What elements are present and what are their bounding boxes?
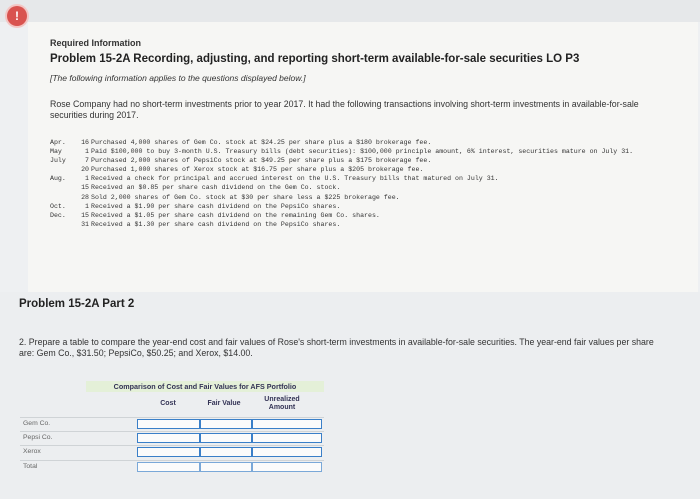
- transaction-item: [50, 220, 670, 229]
- transaction-item: [50, 138, 670, 147]
- column-header-cost: Cost: [160, 400, 176, 408]
- transaction-text: Received a $1.05 per share cash dividend on the remaining Gem Co. shares.: [91, 211, 380, 219]
- info-note: [The following information applies to the questions displayed below.]: [50, 73, 306, 83]
- transaction-text: Received a check for principal and accrued interest on the U.S. Treasury bills that matured on July 31.: [91, 175, 499, 183]
- part-title: Problem 15-2A Part 2: [19, 298, 135, 310]
- transaction-text: Purchased 4,000 shares of Gem Co. stock at $24.25 per share plus a $180 brokerage fee.: [91, 139, 432, 146]
- intro-text: Rose Company had no short-term investments prior to year 2017. It had the following transactions involving short-term investments in available-for-sale securities during 2017.: [50, 99, 639, 120]
- transaction-item: [50, 202, 670, 211]
- transaction-day: 20: [81, 166, 89, 174]
- transaction-day: 16: [81, 139, 89, 146]
- transaction-item: [50, 211, 670, 220]
- transaction-item: [50, 174, 670, 183]
- transaction-month: Oct.: [50, 202, 66, 210]
- transaction-day: 1: [85, 202, 89, 210]
- top-bar: [0, 0, 700, 22]
- pepsico-fair-value-input[interactable]: [200, 433, 252, 443]
- transaction-month: Dec.: [50, 211, 66, 219]
- transaction-text: Paid $100,000 to buy 3-month U.S. Treasury bills (debt securities): $100,000 principle amount, 6% interest, securities mature on July 31.: [91, 148, 634, 156]
- transaction-text: Purchased 2,000 shares of PepsiCo stock at $49.25 per share plus a $175 brokerage fee.: [91, 157, 432, 165]
- transaction-item: [50, 156, 670, 165]
- table-title: Comparison of Cost and Fair Values for AFS Portfolio: [86, 381, 324, 392]
- transaction-item: [50, 165, 670, 174]
- transaction-day: 7: [85, 157, 89, 165]
- gem-fair-value-input[interactable]: [200, 419, 252, 429]
- transaction-text: Received a $1.30 per share cash dividend on the PepsiCo shares.: [91, 220, 341, 228]
- column-header-fair-value: Fair Value: [207, 400, 241, 408]
- row-label-total: Total: [23, 463, 38, 470]
- transaction-month: [50, 183, 75, 192]
- transaction-month: Aug.: [50, 175, 66, 183]
- xerox-fair-value-input[interactable]: [200, 447, 252, 457]
- transaction-day: 15: [81, 184, 89, 192]
- xerox-cost-input[interactable]: [137, 447, 200, 457]
- transaction-day: 31: [81, 220, 89, 228]
- pepsico-unrealized-input[interactable]: [252, 433, 322, 443]
- table-row-gem: [20, 417, 324, 432]
- table-row-total: [20, 460, 324, 475]
- xerox-unrealized-input[interactable]: [252, 447, 322, 457]
- gem-cost-input[interactable]: [137, 419, 200, 429]
- problem-title: Problem 15-2A Recording, adjusting, and reporting short-term available-for-sale securities LO P3: [50, 53, 580, 65]
- row-label-xerox: Xerox: [23, 448, 41, 455]
- alert-icon: !: [7, 6, 27, 26]
- column-header-unrealized-amount: Unrealized Amount: [264, 396, 300, 411]
- transaction-text: Purchased 1,000 shares of Xerox stock at $16.75 per share plus a $205 brokerage fee.: [91, 166, 424, 174]
- transaction-item: [50, 193, 670, 202]
- table-row-xerox: [20, 445, 324, 460]
- transaction-month: Apr.: [50, 139, 66, 146]
- total-cost-input[interactable]: [137, 462, 200, 472]
- transaction-month: [50, 220, 75, 229]
- table-row-pepsico: [20, 431, 324, 446]
- required-information-card: [28, 22, 698, 292]
- part-2-section: [0, 292, 700, 499]
- transaction-text: Sold 2,000 shares of Gem Co. stock at $30 per share less a $225 brokerage fee.: [91, 193, 400, 201]
- transaction-day: 28: [81, 193, 89, 201]
- gem-unrealized-input[interactable]: [252, 419, 322, 429]
- transaction-day: 15: [81, 211, 89, 219]
- transaction-month: July: [50, 157, 66, 165]
- transaction-month: [50, 165, 75, 174]
- transaction-list: [50, 138, 670, 229]
- transaction-text: Received an $0.85 per share cash dividend on the Gem Co. stock.: [91, 184, 341, 192]
- pepsico-cost-input[interactable]: [137, 433, 200, 443]
- total-fair-value-input[interactable]: [200, 462, 252, 472]
- transaction-month: [50, 193, 75, 202]
- row-label-pepsico: Pepsi Co.: [23, 434, 53, 441]
- total-unrealized-input[interactable]: [252, 462, 322, 472]
- part-instructions: 2. Prepare a table to compare the year-end cost and fair values of Rose's short-term investments in available-for-sale securities. The year-end fair values per share are: Gem Co., $31.50; PepsiCo, $50.25; and Xerox, $14.00.: [19, 337, 654, 358]
- transaction-item: [50, 147, 670, 156]
- transaction-item: [50, 183, 670, 192]
- row-label-gem: Gem Co.: [23, 420, 51, 427]
- transaction-month: May: [50, 148, 62, 156]
- required-information-label: Required Information: [50, 38, 142, 48]
- transaction-day: 1: [85, 175, 89, 183]
- transaction-text: Received a $1.90 per share cash dividend on the PepsiCo shares.: [91, 202, 341, 210]
- transaction-day: 1: [85, 148, 89, 156]
